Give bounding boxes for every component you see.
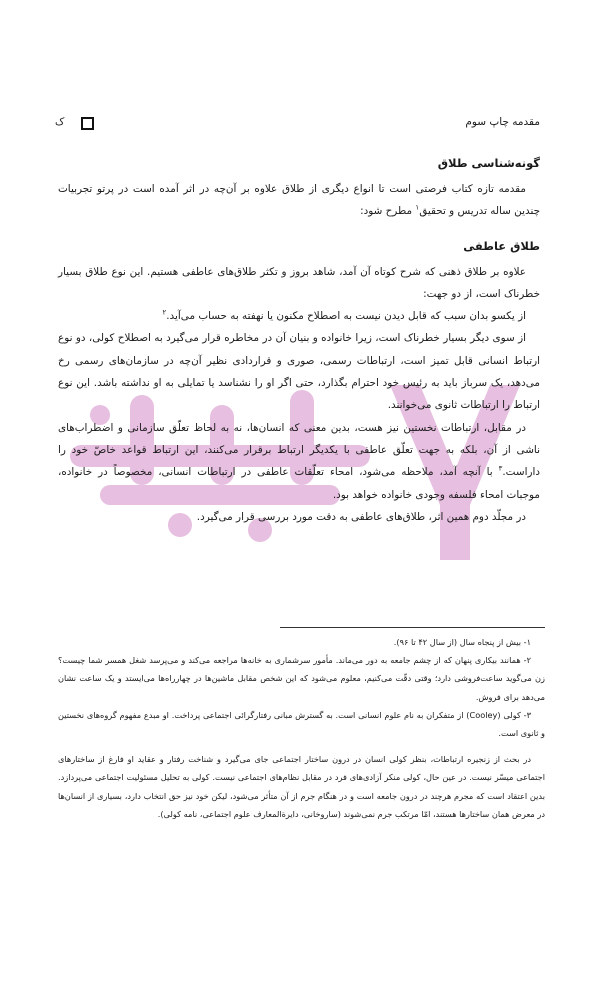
footnote-ref: ۲	[162, 308, 167, 317]
footnote-ref: ۱	[415, 203, 420, 212]
running-header-title: مقدمه چاپ سوم	[465, 116, 540, 128]
main-text	[58, 154, 540, 528]
running-header	[55, 116, 540, 132]
paragraph: مقدمه تازه کتاب فرصتی است تا انواع دیگری از طلاق علاوه بر آن‌چه در اثر آمده است در پرتو تجربیات چندین ساله تدریس و تحقیق$^۱$ مطرح شود:	[58, 183, 540, 218]
page-number: ک	[55, 116, 65, 128]
paragraph: علاوه بر طلاق ذهنی که شرح کوتاه آن آمد، شاهد بروز و تکثر طلاق‌های عاطفی هستیم. این نوع طلاق بسیار خطرناک است، از دو جهت:	[58, 265, 540, 300]
hollow-square-icon	[81, 117, 94, 130]
paragraph: از یکسو بدان سبب که قابل دیدن نیست به اصطلاح مکنون یا نهفته به حساب می‌آید.$^۲$	[162, 308, 526, 323]
section-heading: طلاق عاطفی	[463, 238, 540, 253]
footnote: ۳- کولی (Cooley) از متفکران به نام علوم انسانی است. به گسترش مبانی رفتارگرائی اجتماعی پرداخت. او مبدع مفهوم گروه‌های نخستین و ثانوی است.	[58, 709, 545, 739]
section-heading: گونه‌شناسی طلاق	[437, 156, 540, 170]
footnote: ۱- بیش از پنجاه سال (از سال ۴۲ تا ۹۶).	[393, 637, 531, 647]
footnote-ref: ۳	[498, 464, 503, 473]
paragraph: در مجلّد دوم همین اثر، طلاق‌های عاطفی به دقت مورد بررسی قرار می‌گیرد.	[196, 510, 526, 523]
footnote: ۲- همانند بیکاری پنهان که از چشم جامعه به دور می‌ماند. مأمور سرشماری به خانه‌ها مراجعه می‌کند و می‌پرسد شغل همسر شما چیست؟ زن می‌گوید ساعت‌فروشی دارد؛ وقتی دقّت می‌کنیم، معلوم می‌شود که این شخص مقابل ماشین‌ها در چهارراه‌ها می‌ایستد و یک ساعت نشان می‌دهد برای فروش.	[58, 655, 545, 702]
paragraph: در مقابل، ارتباطات نخستین نیز هست، بدین معنی که انسان‌ها، نه به لحاظ تعلّق سازمانی و اضطراب‌های ناشی از آن، بلکه به جهت تعلّق عاطفی با یکدیگر ارتباط برقرار می‌کنند، این ارتباط قواعد خاصّ خود را داراست.$^۳$ با آنچه آمد، ملاحظه می‌شود، امحاء تعلّقات عاطفی در ارتباطات انسانی، مخصوصاً در خانواده، موجبات امحاء فلسفه وجودی خانواده خواهد بود.	[58, 421, 540, 501]
footnote-continuation: در بحث از زنجیره ارتباطات، بنظر کولی انسان در درون ساختار اجتماعی جای می‌گیرد و شناخت رفتار و عقاید او فارغ از ساختارهای اجتماعی میسّر نیست. در عین حال، کولی منکر آزادی‌های فرد در مقابل نظام‌های اجتماعی نیست. کولی به تحلیل مسئولیت اجتماعی می‌پردازد. بدین اعتقاد است که مجرم هرچند در درون جامعه است و در هنگام جرم از آن متأثر می‌شود، لیکن خود نیز حق انتخاب دارد، بسیاری از انسان‌ها در معرض همان ساختارها هستند، امّا مرتکب جرم نمی‌شوند (ساروخانی، دایرة‌المعارف علوم اجتماعی، نامه کولی).	[58, 754, 545, 819]
footnotes	[58, 633, 545, 823]
footnote-separator	[280, 627, 545, 628]
paragraph: از سوی دیگر بسیار خطرناک است، زیرا خانواده و بنیان آن در مخاطره قرار می‌گیرد به اصطلاح کولی، دو نوع ارتباط انسانی قابل تمیز است، ارتباطات رسمی، صوری و قراردادی نظیر آن‌چه در سازمان‌های رسمی رخ می‌دهد، یک سرباز باید به رئیس خود احترام بگذارد، حتی اگر او را نشناسد یا تمایلی به او نداشته باشد. این نوع ارتباط را ارتباطات ثانوی می‌خوانند.	[58, 332, 540, 412]
